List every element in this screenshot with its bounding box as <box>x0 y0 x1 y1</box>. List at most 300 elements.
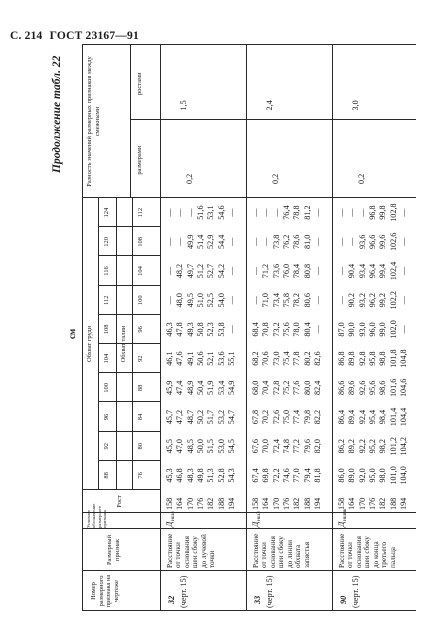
table-cell: 50,8 <box>195 322 205 337</box>
table-cell: 102,8 <box>388 203 398 222</box>
height-value: 164 <box>175 497 185 510</box>
table-cell: 49,3 <box>185 322 195 337</box>
table-cell: 47,0 <box>175 439 185 454</box>
page-number: С. 214 <box>10 30 43 42</box>
feature-name: Расстояние от точки основания шеи сбоку до линии обхвата запястья <box>252 533 311 568</box>
table-cell: 80,8 <box>302 263 312 279</box>
table-cell: 47,6 <box>175 351 185 366</box>
table-cell: 70,2 <box>261 409 271 425</box>
chest-value: 120 <box>103 236 110 247</box>
diff-height-value: 3,0 <box>351 100 360 111</box>
table-cell: 80,0 <box>302 380 312 395</box>
table-cell: 78,2 <box>292 293 302 308</box>
table-cell: 71,0 <box>261 293 271 308</box>
feature-designation-subscript: ншл <box>170 511 176 521</box>
waist-value: 76 <box>137 472 144 479</box>
table-cell: — <box>226 266 236 276</box>
table-cell: 50,4 <box>195 380 205 395</box>
waist-value: 104 <box>137 266 144 276</box>
table-cell: 48,2 <box>175 263 185 279</box>
table-cell: — <box>337 208 346 217</box>
height-value: 170 <box>357 497 367 510</box>
height-value: 194 <box>312 497 322 510</box>
table-cell: 99,8 <box>378 205 388 220</box>
table-cell: 92,8 <box>357 351 367 366</box>
height-value: 182 <box>378 497 388 510</box>
table-cell: 78,0 <box>292 322 302 337</box>
table-cell: — <box>398 237 408 246</box>
row-separator <box>246 45 247 611</box>
table-cell: 90,2 <box>347 293 357 308</box>
header-diff-sizes: размерами <box>136 145 143 175</box>
table-cell: 47,4 <box>175 380 185 395</box>
height-value: 194 <box>398 497 408 510</box>
table-cell: 50,0 <box>195 439 205 454</box>
header-difference: Разность значений размерных признаков между смежными <box>86 56 101 187</box>
table-cell: 46,3 <box>165 322 174 337</box>
rule-line <box>116 198 117 490</box>
feature-name: Расстояние от точки основания шеи сбоку до лучевой точки <box>166 533 217 568</box>
table-cell: 99,4 <box>378 263 388 279</box>
table-cell: 45,5 <box>165 439 174 454</box>
table-cell: 101,8 <box>388 349 398 368</box>
waist-value: 108 <box>137 236 144 247</box>
table-cell: 92,6 <box>357 380 367 395</box>
table-cell: 71,2 <box>261 263 271 279</box>
header-feature: Размерный признак <box>106 534 121 566</box>
table-cell: 90,4 <box>347 263 357 279</box>
table-cell: 75,8 <box>281 293 291 308</box>
table-cell: 79,8 <box>302 409 312 425</box>
header-chest: Обхват груди <box>86 326 93 363</box>
table-cell: 96,4 <box>367 263 377 279</box>
chest-value: 92 <box>103 442 110 450</box>
table-cell: 50,2 <box>195 409 205 425</box>
table-cell: 49,9 <box>185 234 195 249</box>
table-cell: 102,6 <box>388 232 398 252</box>
table-cell: 75,6 <box>281 322 291 337</box>
table-cell: — <box>251 266 260 276</box>
rule-line <box>132 198 133 490</box>
table-cell: 68,0 <box>251 380 260 395</box>
table-cell: 98,0 <box>378 468 388 483</box>
height-value: 170 <box>271 497 281 510</box>
table-cell: 67,6 <box>251 439 260 454</box>
table-cell: 52,8 <box>216 468 226 483</box>
table-cell: 53,1 <box>206 205 216 220</box>
table-cell: 76,4 <box>281 205 291 220</box>
table-cell: 53,0 <box>216 439 226 454</box>
height-value: 158 <box>337 497 346 510</box>
diff-size-value: 0,2 <box>357 173 366 184</box>
height-value: 170 <box>185 497 195 510</box>
chest-value: 112 <box>103 295 110 305</box>
table-cell: 98,2 <box>378 439 388 454</box>
table-cell: 93,4 <box>357 263 367 279</box>
table-cell: 72,6 <box>271 409 281 425</box>
height-value: 164 <box>347 497 357 510</box>
table-cell: 45,3 <box>165 468 174 483</box>
table-cell: 47,2 <box>175 409 185 425</box>
column-rule <box>82 528 416 529</box>
table-cell: 51,3 <box>206 468 216 483</box>
table-cell: 81,2 <box>302 205 312 220</box>
table-cell: — <box>357 208 367 217</box>
table-cell: 75,4 <box>281 351 291 366</box>
table-cell: 101,6 <box>388 378 398 398</box>
table-cell: 80,6 <box>302 293 312 308</box>
table-cell: — <box>271 208 281 217</box>
table-cell: 67,4 <box>251 468 260 483</box>
diff-size-value: 0,2 <box>185 173 194 184</box>
table-cell: 73,6 <box>271 263 281 279</box>
header-number-column: Номер размерного признака на чертеже <box>90 574 120 608</box>
chest-value: 108 <box>103 324 110 335</box>
table-cell: 86,2 <box>337 439 346 454</box>
height-value: 188 <box>216 497 226 510</box>
table-cell: 76,0 <box>281 263 291 279</box>
table-cell: 77,2 <box>292 439 302 454</box>
table-cell: — <box>185 208 195 217</box>
table-caption: Продолжение табл. 22 <box>51 55 63 173</box>
table-cell: 81,8 <box>312 468 322 483</box>
table-cell: 54,4 <box>216 234 226 249</box>
feature-figure: (черт. 15) <box>179 575 188 608</box>
table-cell: 72,2 <box>271 468 281 483</box>
unit-label: см <box>67 328 77 339</box>
table-cell: 73,0 <box>271 351 281 366</box>
chest-value: 88 <box>103 472 110 479</box>
table-cell: 104,2 <box>398 437 408 456</box>
height-value: 176 <box>367 497 377 510</box>
table-cell: — <box>226 296 236 305</box>
table-cell: 101,4 <box>388 407 398 427</box>
table-cell: 77,8 <box>292 351 302 366</box>
table-cell: 96,6 <box>367 234 377 249</box>
table-cell: 51,2 <box>195 263 205 279</box>
table-cell: 86,0 <box>337 468 346 483</box>
table-cell: — <box>251 237 260 246</box>
table-cell: 93,0 <box>357 322 367 337</box>
table-cell: 73,8 <box>271 234 281 249</box>
table-cell: — <box>312 296 322 305</box>
table-cell: 81,0 <box>302 234 312 249</box>
table-cell: 96,2 <box>367 293 377 308</box>
table-cell: 101,0 <box>388 466 398 485</box>
table-cell: 86,4 <box>337 409 346 425</box>
table-cell: — <box>312 266 322 276</box>
table-cell: 51,9 <box>206 380 216 395</box>
table-cell: 48,0 <box>175 293 185 308</box>
table-cell: 75,2 <box>281 380 291 395</box>
table-cell: 52,7 <box>206 263 216 279</box>
table-cell: 104,0 <box>398 466 408 485</box>
feature-designation-symbol: Д <box>165 521 174 527</box>
waist-value: 92 <box>137 355 144 362</box>
table-cell: 51,0 <box>195 293 205 308</box>
table-cell: 51,7 <box>206 409 216 425</box>
table-cell: 70,4 <box>261 380 271 395</box>
header-waist: Обхват талии <box>120 325 127 363</box>
table-cell: 53,4 <box>216 380 226 395</box>
table-cell: 52,9 <box>206 234 216 249</box>
feature-figure: (черт. 15) <box>351 575 360 608</box>
table-cell: 45,7 <box>165 409 174 425</box>
table-cell: — <box>226 237 236 246</box>
table-right-rule <box>82 44 416 45</box>
row-separator <box>332 45 333 611</box>
table-cell: 78,8 <box>292 205 302 220</box>
header-designation: Условное обозначение размерного признака <box>86 503 108 528</box>
table-cell: 54,7 <box>226 409 236 425</box>
table-cell: 95,4 <box>367 409 377 425</box>
rule-line <box>130 45 131 198</box>
table-cell: — <box>165 266 174 276</box>
table-cell: 98,4 <box>378 409 388 425</box>
table-cell: 89,2 <box>347 439 357 454</box>
table-cell: 104,8 <box>398 349 408 368</box>
feature-number: 33 <box>253 595 262 604</box>
table-cell: 53,6 <box>216 351 226 366</box>
table-cell: — <box>312 237 322 246</box>
table-cell: 54,0 <box>216 293 226 308</box>
table-cell: 86,6 <box>337 380 346 395</box>
table-cell: 90,0 <box>347 322 357 337</box>
table-cell: 95,8 <box>367 351 377 366</box>
table-cell: 52,1 <box>206 351 216 366</box>
table-cell: 96,8 <box>367 205 377 220</box>
table-cell: 49,1 <box>185 351 195 366</box>
table-cell: 79,6 <box>302 439 312 454</box>
table-cell: 73,2 <box>271 322 281 337</box>
table-cell: 77,6 <box>292 380 302 395</box>
table-cell: 68,4 <box>251 322 260 337</box>
chest-value: 116 <box>103 266 110 276</box>
table-cell: 73,4 <box>271 293 281 308</box>
table-cell: 69,8 <box>261 468 271 483</box>
table-cell: 51,6 <box>195 205 205 220</box>
table-cell: 77,4 <box>292 409 302 425</box>
height-value: 164 <box>261 497 271 510</box>
table-cell: 48,9 <box>185 380 195 395</box>
column-rule <box>82 512 416 513</box>
table-cell: 54,5 <box>226 439 236 454</box>
table-cell: — <box>251 296 260 305</box>
table-cell: 46,8 <box>175 468 185 483</box>
table-cell: 80,2 <box>302 351 312 366</box>
feature-designation-symbol: Д <box>251 521 260 527</box>
table-cell: 96,0 <box>367 322 377 337</box>
column-rule <box>82 570 416 571</box>
feature-name: Расстояние от точки основания шеи сбоку до конца третьего пальца <box>338 533 397 568</box>
height-value: 194 <box>226 497 236 510</box>
table-cell: — <box>165 237 174 246</box>
table-cell: 99,6 <box>378 234 388 249</box>
table-cell: 55,1 <box>226 351 236 366</box>
waist-value: 84 <box>137 413 144 421</box>
table-cell: 92,2 <box>357 439 367 454</box>
chest-value: 124 <box>103 207 110 218</box>
table-cell: 86,8 <box>337 351 346 366</box>
table-cell: 77,0 <box>292 468 302 483</box>
feature-number: 90 <box>339 595 348 604</box>
height-value: 188 <box>302 497 312 510</box>
table-cell: — <box>398 208 408 217</box>
rotated-table <box>46 43 416 613</box>
table-cell: — <box>226 325 236 334</box>
table-cell: — <box>337 266 346 276</box>
table-cell: 98,8 <box>378 351 388 366</box>
table-cell: 54,3 <box>226 468 236 483</box>
table-cell: 68,2 <box>251 351 260 366</box>
height-value: 182 <box>206 497 216 510</box>
table-cell: 54,6 <box>216 205 226 220</box>
height-value: 188 <box>388 497 398 510</box>
table-cell: 70,6 <box>261 351 271 366</box>
diff-height-value: 1,5 <box>179 100 188 111</box>
table-cell: 45,9 <box>165 380 174 395</box>
table-cell: 76,2 <box>281 234 291 249</box>
table-cell: 52,5 <box>206 293 216 308</box>
chest-value: 104 <box>103 353 110 364</box>
waist-value: 80 <box>137 442 144 450</box>
table-cell: 89,6 <box>347 380 357 395</box>
table-cell: 53,2 <box>216 409 226 425</box>
table-cell: 92,0 <box>357 468 367 483</box>
column-rule <box>130 120 416 121</box>
height-value: 158 <box>165 497 174 510</box>
table-cell: 78,6 <box>292 234 302 249</box>
table-cell: 89,4 <box>347 409 357 425</box>
table-cell: — <box>312 325 322 334</box>
table-cell: 95,6 <box>367 380 377 395</box>
table-cell: 101,2 <box>388 437 398 456</box>
feature-figure: (черт. 15) <box>265 575 274 608</box>
chest-value: 100 <box>103 382 110 393</box>
waist-value: 100 <box>137 295 144 306</box>
table-cell: 48,3 <box>185 468 195 483</box>
table-cell: 102,0 <box>388 320 398 339</box>
table-cell: 92,4 <box>357 409 367 425</box>
diff-height-value: 2,4 <box>265 100 274 111</box>
table-cell: — <box>175 237 185 246</box>
table-cell: 70,0 <box>261 439 271 454</box>
table-cell: 104,6 <box>398 378 408 398</box>
table-cell: 102,4 <box>388 261 398 281</box>
table-cell: 98,6 <box>378 380 388 395</box>
header-bottom-rule <box>160 45 161 611</box>
table-cell: 99,2 <box>378 293 388 308</box>
table-cell: 48,7 <box>185 409 195 425</box>
height-value: 158 <box>251 497 260 510</box>
table-cell: — <box>347 237 357 246</box>
table-cell: — <box>398 325 408 334</box>
table-cell: — <box>165 208 174 217</box>
table-cell: — <box>165 296 174 305</box>
table-cell: — <box>398 266 408 276</box>
table-cell: 49,8 <box>195 468 205 483</box>
table-cell: — <box>175 208 185 217</box>
table-cell: 49,7 <box>185 263 195 279</box>
table-cell: 70,8 <box>261 322 271 337</box>
table-top-rule <box>82 45 83 611</box>
standard-code: ГОСТ 23167—91 <box>49 30 139 42</box>
table-cell: 51,5 <box>206 439 216 454</box>
table-cell: 67,8 <box>251 409 260 425</box>
table-cell: 79,4 <box>302 468 312 483</box>
table-cell: 89,0 <box>347 468 357 483</box>
table-cell: — <box>347 208 357 217</box>
table-cell: 82,6 <box>312 351 322 366</box>
waist-value: 112 <box>137 207 144 218</box>
table-cell: 72,8 <box>271 380 281 395</box>
chest-value: 96 <box>103 413 110 421</box>
table-cell: 95,2 <box>367 439 377 454</box>
table-cell: 52,3 <box>206 322 216 337</box>
header-height: Рост <box>116 495 123 508</box>
height-value: 182 <box>292 497 302 510</box>
table-cell: 82,4 <box>312 380 322 395</box>
table-cell: — <box>337 296 346 305</box>
table-cell: 51,4 <box>195 234 205 249</box>
feature-designation-subscript: ншпк <box>342 508 348 521</box>
table-left-rule <box>82 610 416 611</box>
diff-size-value: 0,2 <box>271 173 280 184</box>
table-cell: 53,8 <box>216 322 226 337</box>
table-cell: 93,6 <box>357 234 367 249</box>
table-cell: 50,6 <box>195 351 205 366</box>
table-cell: — <box>312 208 322 217</box>
table-cell: 87,0 <box>337 322 346 337</box>
table-cell: 54,9 <box>226 380 236 395</box>
feature-designation-subscript: нш3 <box>256 511 262 521</box>
table-cell: 49,5 <box>185 293 195 308</box>
table-cell: 47,8 <box>175 322 185 337</box>
table-cell: 48,5 <box>185 439 195 454</box>
table-cell: 102,2 <box>388 291 398 310</box>
table-cell: 46,1 <box>165 351 174 366</box>
height-value: 176 <box>195 497 205 510</box>
table-cell: 80,4 <box>302 322 312 337</box>
table-cell: — <box>261 237 271 246</box>
page-header <box>10 30 139 42</box>
table-cell: — <box>251 208 260 217</box>
feature-designation-symbol: Д <box>337 521 346 527</box>
height-value: 176 <box>281 497 291 510</box>
waist-value: 96 <box>137 326 144 333</box>
table-cell: 74,8 <box>281 439 291 454</box>
header-diff-heights: ростами <box>136 72 143 96</box>
rule-line <box>98 198 99 490</box>
table-cell: — <box>398 296 408 305</box>
table-cell: — <box>226 208 236 217</box>
table-cell: 82,2 <box>312 409 322 425</box>
table-cell: 74,6 <box>281 468 291 483</box>
table-cell: 82,0 <box>312 439 322 454</box>
table-cell: 95,0 <box>367 468 377 483</box>
table-cell: 72,4 <box>271 439 281 454</box>
waist-value: 88 <box>137 384 144 392</box>
table-cell: — <box>261 208 271 217</box>
table-cell: 54,2 <box>216 263 226 279</box>
table-cell: 75,0 <box>281 409 291 425</box>
table-cell: 93,2 <box>357 293 367 308</box>
table-cell: — <box>337 237 346 246</box>
table-cell: 89,8 <box>347 351 357 366</box>
table-cell: 104,4 <box>398 407 408 427</box>
table-cell: 78,4 <box>292 263 302 279</box>
table-cell: 99,0 <box>378 322 388 337</box>
